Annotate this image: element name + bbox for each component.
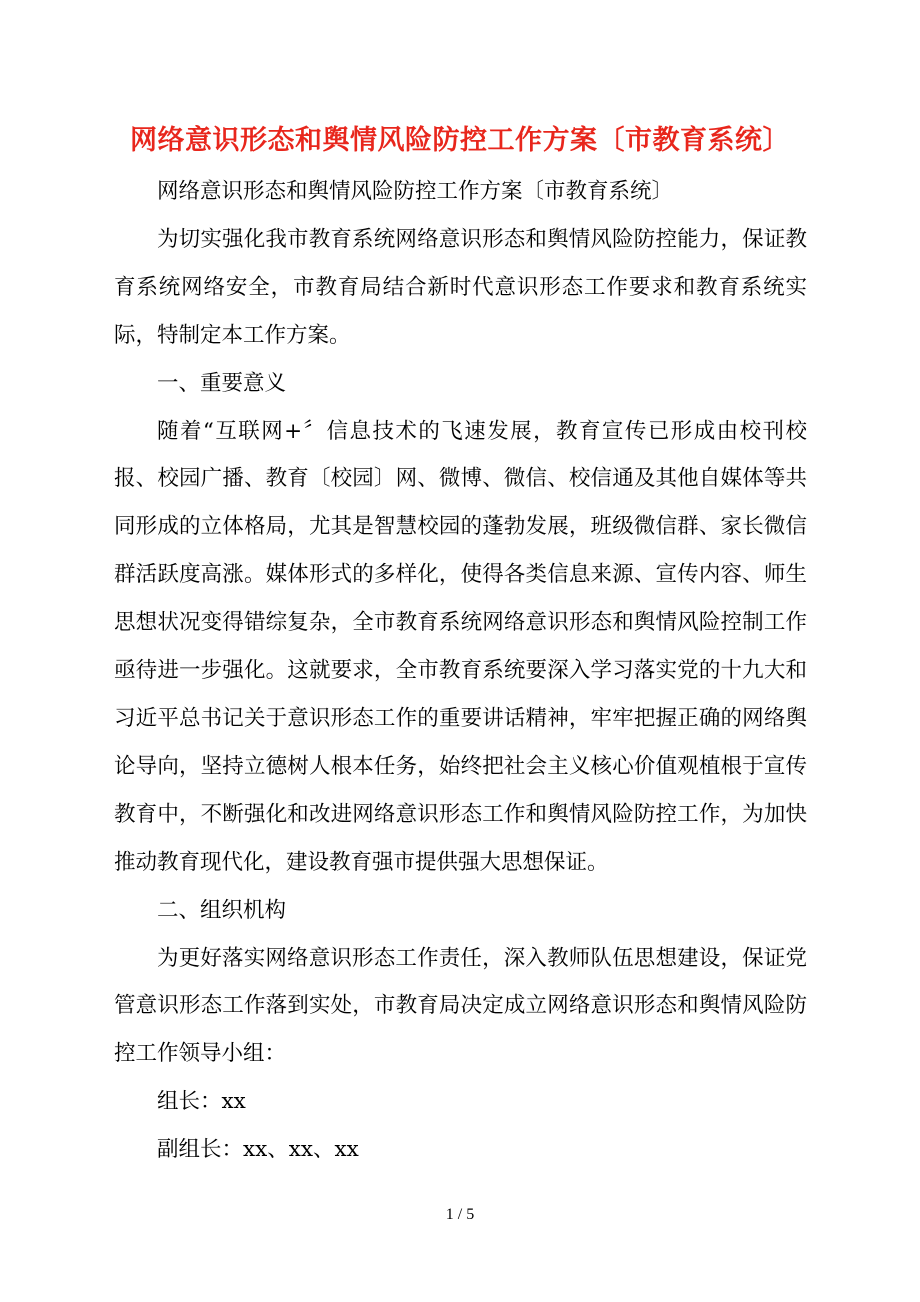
page-number: 1 / 5	[445, 1206, 475, 1223]
organization-paragraph: 为更好落实网络意识形态工作责任，深入教师队伍思想建设，保证党管意识形态工作落到实处，市教育局决定成立网络意识形态和舆情风险防控工作领导小组：	[114, 945, 807, 1067]
section-heading-significance: 一、重要意义	[157, 370, 287, 396]
section-heading-organization: 二、组织机构	[157, 897, 287, 923]
document-title: 网络意识形态和舆情风险防控工作方案〔市教育系统〕	[130, 125, 790, 156]
leader-line: 组长：xx	[157, 1089, 246, 1115]
intro-paragraph: 为切实强化我市教育系统网络意识形态和舆情风险防控能力，保证教育系统网络安全，市教育局结合新时代意识形态工作要求和教育系统实际，特制定本工作方案。	[114, 226, 807, 348]
document-body	[114, 168, 807, 1174]
subtitle-paragraph: 网络意识形态和舆情风险防控工作方案〔市教育系统〕	[157, 179, 674, 204]
significance-paragraph: 随着“互联网+〞信息技术的飞速发展，教育宣传已形成由校刊校报、校园广播、教育〔校园〕网、微博、微信、校信通及其他自媒体等共同形成的立体格局，尤其是智慧校园的蓬勃发展，班级微信群、家长微信群活跃度高涨。媒体形式的多样化，使得各类信息来源、宣传内容、师生思想状况变得错综复杂，全市教育系统网络意识形态和舆情风险控制工作亟待进一步强化。这就要求，全市教育系统要深入学习落实党的十九大和习近平总书记关于意识形态工作的重要讲话精神，牢牢把握正确的网络舆论导向，坚持立德树人根本任务，始终把社会主义核心价值观植根于宣传教育中，不断强化和改进网络意识形态工作和舆情风险防控工作，为加快推动教育现代化，建设教育强市提供强大思想保证。	[114, 418, 807, 875]
deputy-leader-line: 副组长：xx、xx、xx	[157, 1137, 359, 1163]
